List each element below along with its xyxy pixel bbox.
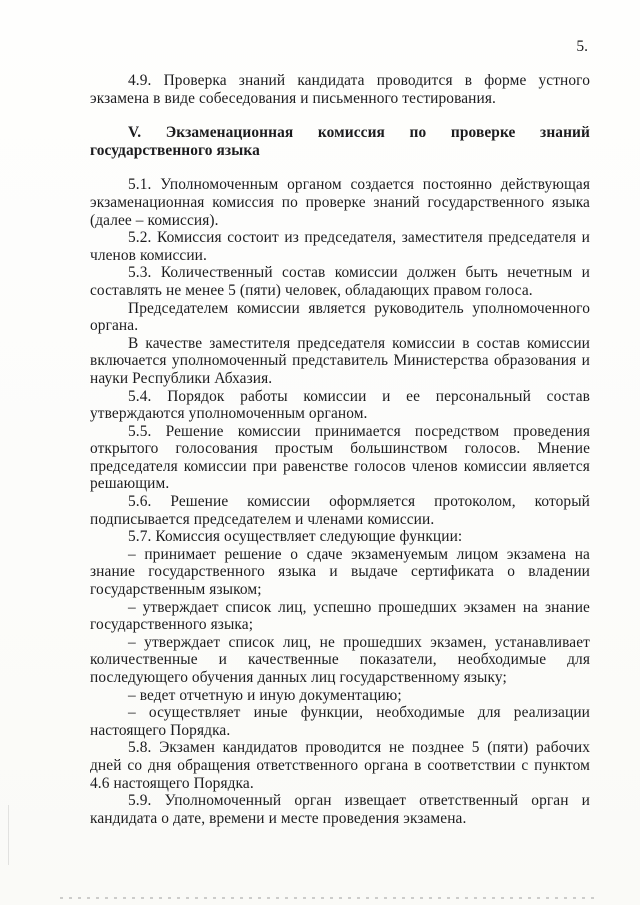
list-item-functions-4: – ведет отчетную и иную документацию; <box>128 686 402 704</box>
scan-artifact-edge <box>8 805 9 865</box>
paragraph-5-8: 5.8. Экзамен кандидатов проводится не позднее 5 (пяти) рабочих дней со дня обращения ответственного органа в соответствии с пунктом 4.6 настоящего Порядка. <box>90 739 590 792</box>
paragraph-5-5: 5.5. Решение комиссии принимается посредством проведения открытого голосования простым большинством голосов. Мнение председателя комиссии при равенстве голосов членов комиссии является решающим. <box>90 422 590 493</box>
paragraph-5-3: 5.3. Количественный состав комиссии должен быть нечетным и составлять не менее 5 (пяти) человек, обладающих правом голоса. <box>90 264 590 299</box>
paragraph-4-9: 4.9. Проверка знаний кандидата проводится в форме устного экзамена в виде собеседования и письменного тестирования. <box>90 72 590 107</box>
paragraph-5-7: 5.7. Комиссия осуществляет следующие функции: <box>128 528 463 546</box>
paragraph-5-3-deputy: В качестве заместителя председателя комиссии в состав комиссии включается уполномоченный представитель Министерства образования и науки Республики Абхазия. <box>90 334 590 387</box>
document-content <box>90 72 590 827</box>
paragraph-5-3-chairman: Председателем комиссии является руководитель уполномоченного органа. <box>90 299 590 335</box>
page-number: 5. <box>576 38 588 55</box>
list-item-functions-1: – принимает решение о сдаче экзаменуемым лицом экзамена на знание государственного языка и выдаче сертификата о владении государственным языком; <box>90 545 590 599</box>
list-item-functions-2: – утверждает список лиц, успешно прошедших экзамен на знание государственного языка; <box>90 598 590 634</box>
paragraph-5-1: 5.1. Уполномоченным органом создается постоянно действующая экзаменационная комиссия по проверке знаний государственного языка (далее – комиссия). <box>90 176 590 229</box>
paragraph-5-4: 5.4. Порядок работы комиссии и ее персональный состав утверждаются уполномоченным органом. <box>90 387 590 423</box>
list-item-functions-3: – утверждает список лиц, не прошедших экзамен, устанавливает количественные и качественные показатели, необходимые для последующего обучения данных лиц государственному языку; <box>90 633 590 686</box>
paragraph-5-9: 5.9. Уполномоченный орган извещает ответственный орган и кандидата о дате, времени и месте проведения экзамена. <box>90 792 590 827</box>
paragraph-5-6: 5.6. Решение комиссии оформляется протоколом, который подписывается председателем и членами комиссии. <box>90 493 590 528</box>
paragraph-5-2: 5.2. Комиссия состоит из председателя, заместителя председателя и членов комиссии. <box>90 229 590 264</box>
section-heading-v: V. Экзаменационная комиссия по проверке знаний государственного языка <box>90 124 590 159</box>
list-item-functions-5: – осуществляет иные функции, необходимые для реализации настоящего Порядка. <box>90 704 590 739</box>
scan-artifact-line <box>60 897 600 899</box>
